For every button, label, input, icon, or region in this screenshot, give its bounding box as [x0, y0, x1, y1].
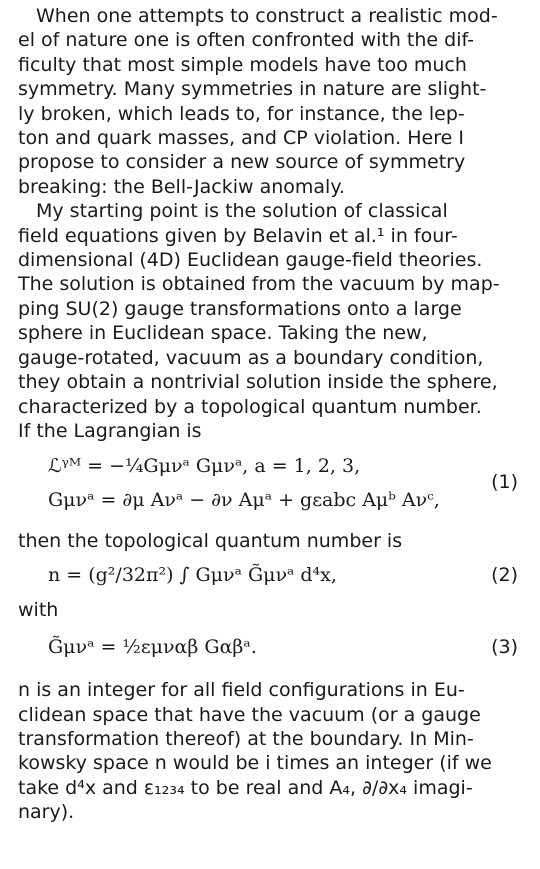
text-line: sphere in Euclidean space. Taking the new, [18, 322, 428, 345]
paragraph-integer [18, 678, 518, 824]
text-line: ly broken, which leads to, for instance, the lep- [18, 102, 465, 125]
text-line: When one attempts to construct a realistic mod- [36, 5, 498, 27]
equation-3-body: G̃μνᵃ = ½εμναβ Gαβᵃ. [48, 636, 257, 659]
text-line: nary). [18, 801, 75, 824]
equation-1 [18, 443, 518, 519]
text-line: ping SU(2) gauge transformations onto a large [18, 297, 462, 320]
equation-number: (2) [491, 563, 518, 586]
text-line: breaking: the Bell-Jackiw anomaly. [18, 175, 345, 198]
text-line: they obtain a nontrivial solution inside the sphere, [18, 371, 498, 394]
equation-number: (3) [491, 636, 518, 659]
text-line: then the topological quantum number is [18, 530, 403, 553]
text-line: kowsky space n would be i times an integer (if we [18, 752, 492, 775]
text-line: n is an integer for all field configurations in Eu- [18, 679, 465, 702]
text-line: symmetry. Many symmetries in nature are slight- [18, 78, 487, 101]
text-line: My starting point is the solution of classical [36, 200, 448, 223]
equation-number: (1) [491, 471, 518, 494]
text-line: gauge-rotated, vacuum as a boundary condition, [18, 346, 484, 369]
paragraph-starting-point [18, 199, 518, 443]
equation-2 [18, 554, 518, 596]
text-line: clidean space that have the vacuum (or a gauge [18, 703, 481, 726]
text-line: characterized by a topological quantum number. [18, 395, 482, 418]
equation-1-line-2: Gμνᵃ = ∂μ Aνᵃ − ∂ν Aμᵃ + gεabc Aμᵇ Aνᶜ, [48, 489, 440, 512]
text-line: propose to consider a new source of symmetry [18, 151, 466, 174]
equation-2-body: n = (g²/32π²) ∫ Gμνᵃ G̃μνᵃ d⁴x, [48, 563, 337, 586]
paper-page [18, 4, 518, 825]
text-with [18, 598, 518, 622]
paragraph-intro [18, 4, 518, 199]
text-line: If the Lagrangian is [18, 419, 202, 442]
text-line: The solution is obtained from the vacuum by map- [18, 273, 500, 296]
text-line: transformation thereof) at the boundary. In Min- [18, 727, 474, 750]
text-line: field equations given by Belavin et al.¹ in four- [18, 224, 458, 247]
text-line: take d⁴x and ε₁₂₃₄ to be real and A₄, ∂/∂x₄ imagi- [18, 776, 473, 799]
text-line: ficulty that most simple models have too much [18, 53, 467, 76]
text-line: ton and quark masses, and CP violation. Here I [18, 127, 464, 150]
text-line: dimensional (4D) Euclidean gauge-field theories. [18, 249, 483, 272]
text-line: with [18, 598, 59, 621]
equation-3 [18, 622, 518, 668]
text-then [18, 529, 518, 553]
text-line: el of nature one is often confronted with the dif- [18, 29, 474, 52]
equation-1-line-1: ℒᵞᴹ = −¼Gμνᵃ Gμνᵃ, a = 1, 2, 3, [48, 455, 361, 478]
